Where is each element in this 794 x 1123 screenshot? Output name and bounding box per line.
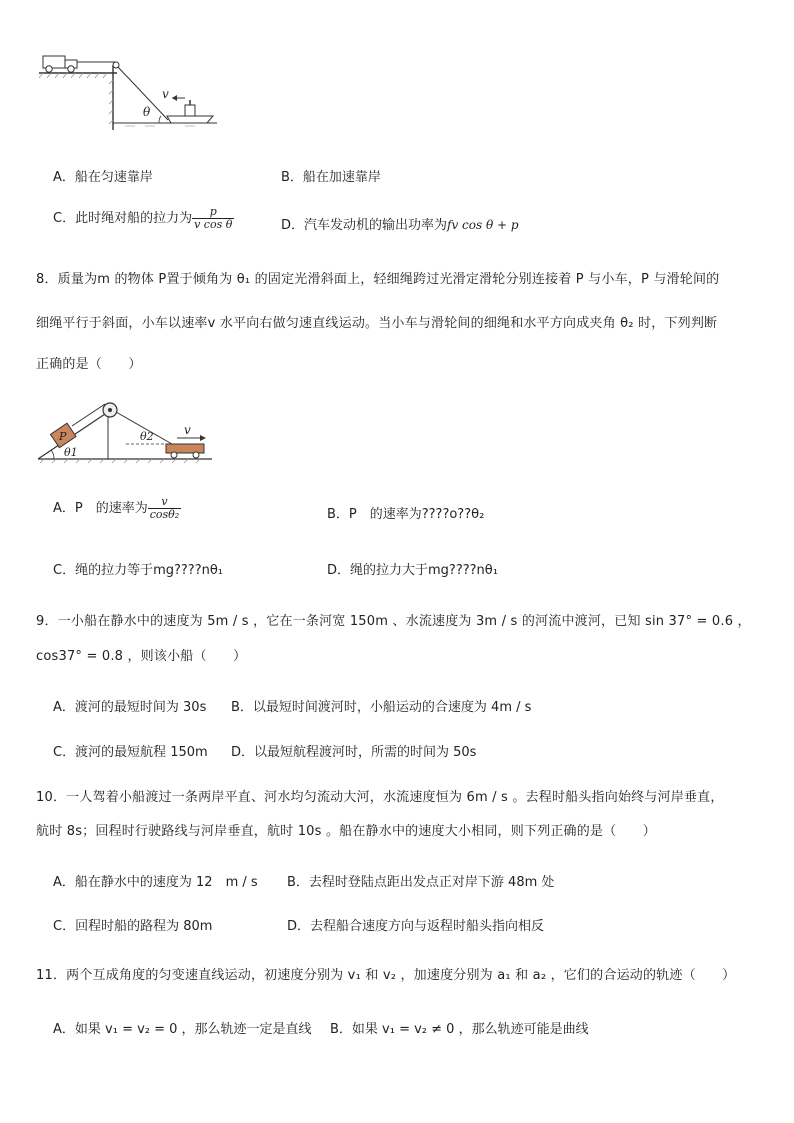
q7-figure (35, 40, 225, 135)
q8-stem-line2: 细绳平行于斜面，小车以速率v 水平向右做匀速直线运动。当小车与滑轮间的细绳和水平方向成夹角 θ₂ 时，下列判断 (36, 316, 718, 331)
q7-option-c (53, 206, 234, 231)
q8-option-a-prefix: A．P 的速率为 (53, 501, 148, 516)
q7-option-d-expr: fv cos θ + p (447, 218, 519, 232)
q10-option-a: A．船在静水中的速度为 12 m / s (53, 875, 258, 890)
q9-option-a: A．渡河的最短时间为 30s (53, 700, 207, 715)
q10-option-c: C．回程时船的路程为 80m (53, 919, 213, 934)
q8-option-c: C．绳的拉力等于mg????nθ₁ (53, 563, 223, 578)
q7-option-d (281, 214, 519, 233)
q8-option-a-denominator: cosθ₂ (149, 508, 180, 521)
q10-option-b: B．去程时登陆点距出发点正对岸下游 48m 处 (287, 875, 555, 890)
q11-option-b: B．如果 v₁ = v₂ ≠ 0 ，那么轨迹可能是曲线 (330, 1022, 589, 1037)
q8-v-label: v (184, 423, 191, 437)
truck-icon (43, 56, 77, 72)
q7-option-b: B．船在加速靠岸 (281, 170, 381, 185)
q8-theta1-label: θ1 (64, 446, 78, 459)
q7-option-c-denominator: v cos θ (194, 218, 233, 231)
q7-velocity-label: v (162, 87, 169, 101)
q7-angle-label: θ (143, 105, 151, 119)
boat-icon (167, 100, 213, 123)
q10-stem-line1: 10．一人驾着小船渡过一条两岸平直、河水均匀流动大河，水流速度恒为 6m / s 。去程时船头指向始终与河岸垂直， (36, 790, 724, 805)
q9-stem-line1: 9．一小船在静水中的速度为 5m / s ，它在一条河宽 150m 、水流速度为 3m / s 的河流中渡河，已知 sin 37° = 0.6 ， (36, 614, 751, 629)
q9-stem-line2: cos37° = 0.8 ，则该小船（ ） (36, 649, 247, 664)
q8-option-a-numerator: v (161, 495, 168, 508)
q7-option-d-prefix: D．汽车发动机的输出功率为 (281, 218, 448, 233)
q10-stem-line2: 航时 8s；回程时行驶路线与河岸垂直，航时 10s 。船在静水中的速度大小相同，则下列正确的是（ ） (36, 824, 656, 839)
q9-option-d: D．以最短航程渡河时，所需的时间为 50s (231, 745, 477, 760)
q8-figure (36, 398, 216, 464)
q8-option-a (53, 496, 181, 521)
cart-icon (166, 444, 204, 458)
q8-option-b: B．P 的速率为????o??θ₂ (327, 507, 485, 522)
q8-option-a-fraction (148, 496, 181, 521)
q8-stem-line1: 8．质量为m 的物体 P置于倾角为 θ₁ 的固定光滑斜面上，轻细绳跨过光滑定滑轮分别连接着 P 与小车，P 与滑轮间的 (36, 272, 720, 287)
q7-option-c-prefix: C．此时绳对船的拉力为 (53, 211, 193, 226)
q9-option-c: C．渡河的最短航程 150m (53, 745, 208, 760)
q10-option-d: D．去程船合速度方向与返程时船头指向相反 (287, 919, 545, 934)
q11-option-a: A．如果 v₁ = v₂ = 0 ，那么轨迹一定是直线 (53, 1022, 312, 1037)
q7-option-c-numerator: p (209, 205, 217, 218)
q8-block-label: P (59, 430, 67, 443)
q11-stem-line1: 11．两个互成角度的匀变速直线运动，初速度分别为 v₁ 和 v₂ ，加速度分别为 a₁ 和 a₂ ，它们的合运动的轨迹（ ） (36, 968, 736, 983)
q8-option-d: D．绳的拉力大于mg????nθ₁ (327, 563, 498, 578)
q8-stem-line3: 正确的是（ ） (36, 357, 142, 372)
q7-option-c-fraction (192, 206, 234, 231)
q9-option-b: B．以最短时间渡河时，小船运动的合速度为 4m / s (231, 700, 532, 715)
q8-theta2-label: θ2 (140, 430, 154, 443)
q7-option-a: A．船在匀速靠岸 (53, 170, 153, 185)
